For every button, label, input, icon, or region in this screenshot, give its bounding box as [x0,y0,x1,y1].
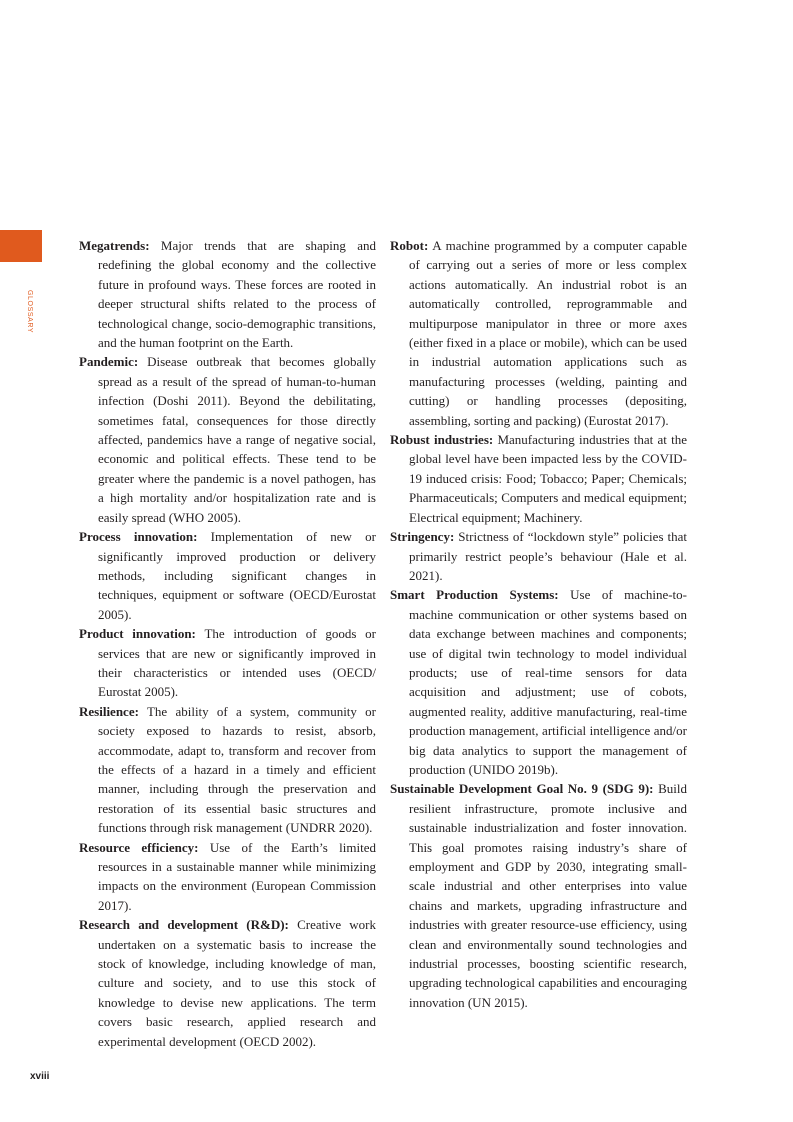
glossary-term: Pandemic: [79,354,139,370]
glossary-entry-megatrends [79,236,376,352]
page-number: xviii [30,1071,50,1082]
glossary-term: Smart Production Systems: [390,587,559,603]
glossary-entry-product-innovation [79,624,376,702]
glossary-term: Product innovation: [79,626,196,642]
glossary-definition: Creative work undertaken on a systematic basis to increase the stock of knowledge, including knowledge of man, culture and society, and to use this stock of knowledge to devise new applications. The term covers basic research, applied research and experimental development (OECD 2002). [98,917,376,1049]
glossary-term: Sustainable Development Goal No. 9 (SDG 9): [390,781,654,797]
glossary-column-left [79,236,376,1051]
glossary-term: Process innovation: [79,529,198,545]
glossary-definition: The introduction of goods or services that are new or significantly improved in their characteristics or intended uses (OECD/ Eurostat 2005). [98,626,377,700]
glossary-entry-research-and-development [79,915,376,1051]
glossary-entry-smart-production-systems [390,585,687,779]
glossary-entry-robot [390,236,687,430]
glossary-entry-resource-efficiency [79,838,376,916]
glossary-entry-stringency [390,527,687,585]
glossary-term: Stringency: [390,529,455,545]
glossary-definition: Use of machine-to-machine communication or other systems based on data exchange between machines and components; use of digital twin technology to model individual products; use of real-time sensors for data acquisition and adjustment; use of cobots, augmented reality, additive manufacturing, real-time production management, artificial intelligence and/or big data analytics to support the management of production (UNIDO 2019b). [409,587,687,777]
glossary-term: Megatrends: [79,238,150,253]
glossary-term: Resilience: [79,703,139,719]
section-tab-marker [0,230,42,262]
glossary-definition: Implementation of new or significantly improved production or delivery methods, including significant changes in techniques, equipment or software (OECD/Eurostat 2005). [98,529,376,622]
section-label-glossary: GLOSSARY [26,290,33,334]
glossary-definition: Disease outbreak that becomes globally spread as a result of the spread of human-to-human infection (Doshi 2011). Beyond the debilitating, sometimes fatal, consequences for those directly affected, pandemics have a range of negative social, economic and political effects. These tend to be greater where the pandemic is a novel pathogen, has a high mortality and/or hospitalization rate and is easily spread (WHO 2005). [98,354,376,525]
glossary-definition: The ability of a system, community or society exposed to hazards to resist, absorb, accommodate, adapt to, transform and recover from the effects of a hazard in a timely and efficient manner, including through the preservation and restoration of its essential basic structures and functions through risk management (UNDRR 2020). [98,703,377,836]
glossary-definition: Strictness of “lockdown style” policies that primarily restrict people’s behaviour (Hale et al. 2021). [409,529,687,583]
glossary-definition: Use of the Earth’s limited resources in a sustainable manner while minimizing impacts on the environment (European Commission 2017). [98,839,376,913]
glossary-entry-robust-industries [390,430,687,527]
glossary-entry-process-innovation [79,527,376,624]
glossary-entry-resilience [79,702,376,838]
glossary-entry-sdg-9 [390,779,687,1012]
glossary-definition: Manufacturing industries that at the global level have been impacted less by the COVID-19 induced crisis: Food; Tobacco; Paper; Chemicals; Pharmaceuticals; Computers and medical equipment; Electrical equipment; Machinery. [409,432,688,525]
glossary-term: Resource efficiency: [79,839,199,855]
glossary-column-right [390,236,687,1012]
glossary-term: Robot: [390,238,429,253]
glossary-definition: Major trends that are shaping and redefining the global economy and the collective future in profound ways. These forces are rooted in deeper structural shifts related to the process of technological change, socio-demographic transitions, and the human footprint on the Earth. [98,238,376,351]
glossary-definition: Build resilient infrastructure, promote inclusive and sustainable industrialization and foster innovation. This goal promotes raising industry’s share of employment and GDP by 2030, integrating small-scale industrial and other enterprises into value chains and markets, upgrading infrastructure and industries with greater resource-use efficiency, using clean and environmentally sound technologies and industrial processes, boosting scientific research, upgrading technological capabilities and encouraging innovation (UN 2015). [409,781,688,1010]
glossary-term: Robust industries: [390,432,494,448]
glossary-term: Research and development (R&D): [79,917,289,933]
glossary-entry-pandemic [79,352,376,527]
glossary-definition: A machine programmed by a computer capable of carrying out a series of more or less complex actions automatically. An industrial robot is an automatically controlled, reprogrammable and multipurpose manipulator in three or more axes (either fixed in a place or mobile), which can be used in industrial automation applications such as manufacturing processes (welding, painting and cutting) or handling processes (depositing, assembling, sorting and packing) (Eurostat 2017). [409,238,687,428]
